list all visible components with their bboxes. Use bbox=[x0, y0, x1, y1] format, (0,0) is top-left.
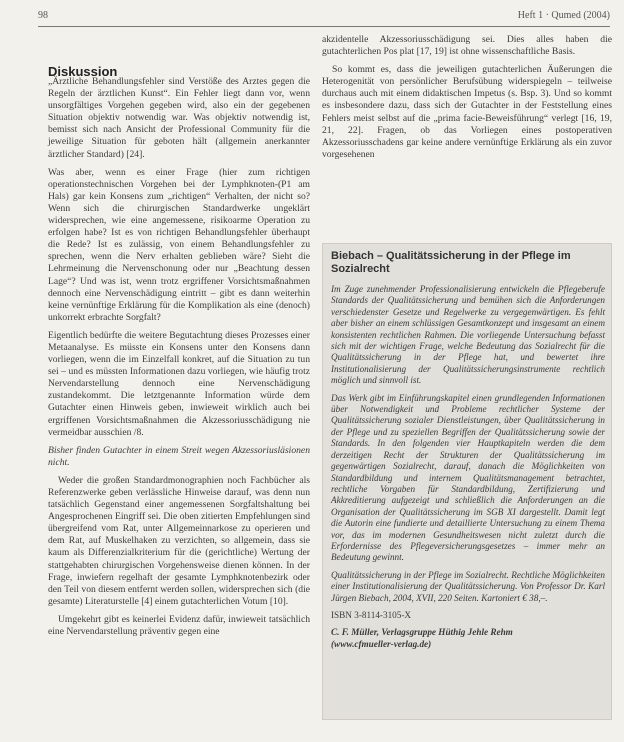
paragraph: Eigentlich bedürfte die weitere Begutachtung dieses Prozesses einer Metaanalyse. Es müsste ein Konsens unter den Konsens dann vorliegen, wenn die im Einzelfall konkret, auf die Situation zu tun sei – und es müssten Informationen dazu vorliegen, wie häufig trotz Nervendarstellung dennoch eine Nervenschädigung zustandekommt. Die letztgenannte Information würde dem Gutachter einen Hinweis geben, inwieweit wirklich auch bei ergriffenen Vorsichtsmaßnahmen die Akzessoriusschädigung nie vermeidbar ausschien /8. bbox=[48, 329, 310, 438]
section-title: Diskussion bbox=[48, 64, 118, 79]
right-column bbox=[322, 34, 612, 167]
box-title: Biebach – Qualitätssicherung in der Pflege im Sozialrecht bbox=[331, 250, 571, 275]
page-number: 98 bbox=[38, 10, 48, 21]
page-header bbox=[38, 10, 610, 26]
paragraph: „Ärztliche Behandlungsfehler sind Verstöße des Arztes gegen die Regeln der ärztlichen Kunst“. Ein Fehler liegt dann vor, wenn unsorgfältiges Vorgehen gegeben wird, also ein der gegebenen Situation objektiv notwendig war. Was objektiv notwendig ist, bemisst sich nach Ansicht der Professional Community für die jeweilige Situation für geboten hält (allgemein anerkannter ärztlicher Standard) [24]. bbox=[48, 76, 310, 160]
left-column bbox=[48, 62, 310, 644]
publisher-url: (www.cfmueller-verlag.de) bbox=[331, 638, 432, 649]
paragraph: akzidentelle Akzessoriusschädigung sei. Dies alles haben die gutachterlichen Pos plat [17, 19] ist ohne wissenschaftliche Basis. bbox=[322, 34, 612, 58]
header-rule bbox=[38, 26, 610, 27]
box-paragraph: Das Werk gibt im Einführungskapitel einen grundlegenden Informationen über Notwendigkeit und Probleme rechtlicher Systeme der Qualitätssicherung sozialer Dienstleistungen, über Qualitätssicherung in der Pflege und zu speziellen Begriffen der Qualitätssicherung sowie der Standards. In den folgenden vier Hauptkapiteln werden die dem derzeitigen Recht der Strukturen der Qualitätssicherung im gegenwärtigen Sozialrecht, darauf, danach die Möglichkeiten von Standardbildung und internem Qualitätsmanagement betrachtet, rechtliche Vorgaben für Standardbildung, Zertifizierung und Akkreditierung aufgezeigt und schließlich die Anforderungen an die Organisation der Qualitätssicherung im SGB XI dargestellt. Damit legt die Autorin eine fundierte und detaillierte Untersuchung zu einem Thema vor, das im modernen Gesundheitswesen nicht zuletzt durch die Erfordernisse des Pflegeversicherungsgesetzes – immer mehr an Bedeutung gewinnt. bbox=[331, 392, 605, 563]
issue-label: Heft 1 · Qumed (2004) bbox=[517, 10, 610, 21]
paragraph: Umgekehrt gibt es keinerlei Evidenz dafür, inwieweit tatsächlich eine Nervendarstellung präventiv gegen eine bbox=[48, 613, 310, 638]
paragraph: Was aber, wenn es einer Frage (hier zum richtigen operationstechnischen Vorgehen bei der Lymphknoten-(P1 am Hals) gar kein Konsens zum „richtigen“ Verhalten, der nicht so? Wenn sich die chirurgischen Standardwerke ungeklärt widersprechen, wie eine angemessene, risikoarme Operation zu erfolgen habe? Ist es von richtigen Behandlungsfehler überhaupt die Rede? Ist es zulässig, von einem Behandlungsfehler zu sprechen, wenn die Nerv erhalten geblieben wäre? Sieht die Lehrmeinung die Nervenschonung oder nur „Beachtung dessen Lage“? Und was ist, wenn trotz ergriffener Vorsichtsmaßnahmen dennoch eine Nervenschädigung eintritt – gibt es dann weiterhin keine vernünftige Erklärung für die Komplikation als eine (denoch) unkorrekt erbrachte Sorgfalt? bbox=[48, 166, 310, 323]
isbn: ISBN 3-8114-3105-X bbox=[331, 609, 412, 620]
book-citation: Qualitätssicherung in der Pflege im Sozialrecht. Rechtliche Möglichkeiten einer Institutionalisierung der Qualitätssicherung. Von Professor Dr. Karl Jürgen Biebach, 2004, XVII, 220 Seiten. Kartoniert € 38,–. bbox=[331, 569, 605, 603]
paragraph: Weder die großen Standardmonographien noch Fachbücher als Referenzwerke geben verlässliche Hinweise darauf, was denn nun tatsächlich Gegenstand einer angemessenen Sorgfaltshaltung bei Angesprochenen Eingriff sei. Die oben zitierten Empfehlungen sind übergreifend vom Rat, unter Allgemeinnarkose zu operieren und dem Rat, auf Muskelhaken zu verzichten, so allgemein, dass sie kaum als Differenzialkriterium für die (gerichtliche) Wertung der stattgehabten chirurgischen Vorgehensweise dienen können. In der Frage, inwiefern regelhaft der gesamte Lymphknotenbezirk oder den Teil von diesem entfernt werden sollen, widersprechen sich (die gesamte) Literaturstelle [4] einem gutachterlichen Votum [10]. bbox=[48, 474, 310, 607]
book-review-box bbox=[322, 243, 612, 720]
publisher-name: C. F. Müller, Verlagsgruppe Hüthig Jehle Rehm bbox=[331, 627, 513, 638]
paragraph: So kommt es, dass die jeweiligen gutachterlichen Äußerungen die Heterogenität von persönlicher Berufsübung widerspiegeln – teilweise durchaus auch mit einem didaktischen Impetus (s. Bsp. 3). Und so kommt es insbesondere dazu, dass sich der Gutachter in der Feststellung eines Fehlers meist selbst auf die „prima facie-Beweisführung“ verlegt [16, 19, 21, 22]. Fragen, ob das Vorliegen eines postoperativen Akzessoriusschadens gar keine andere vernünftige Erklärung als ein zuvor vorgesehenen bbox=[322, 64, 612, 160]
box-paragraph: Im Zuge zunehmender Professionalisierung entwickeln die Pflegeberufe Standards der Qualitätssicherung und bemühen sich die Anforderungen verschiedenster Gesetze und Regelwerke zu vergegenwärtigen. Es fehlt aber bisher an einem schlüssigen Gesamtkonzept und insgesamt an einem konsistenten rechtlichen Rahmen. Die vorliegende Untersuchung befasst sich mit der wichtigen Frage, welche Bedeutung das Sozialrecht für die Qualitätssicherung in der Pflege hat, und bewertet ihre Institutionalisierung der Qualitätssicherungsinstrumente rechtlich möglich und sinnvoll ist. bbox=[331, 284, 605, 386]
paragraph: Bisher finden Gutachter in einem Streit wegen Akzessoriusläsionen nicht. bbox=[48, 444, 310, 468]
box-body bbox=[331, 284, 605, 650]
